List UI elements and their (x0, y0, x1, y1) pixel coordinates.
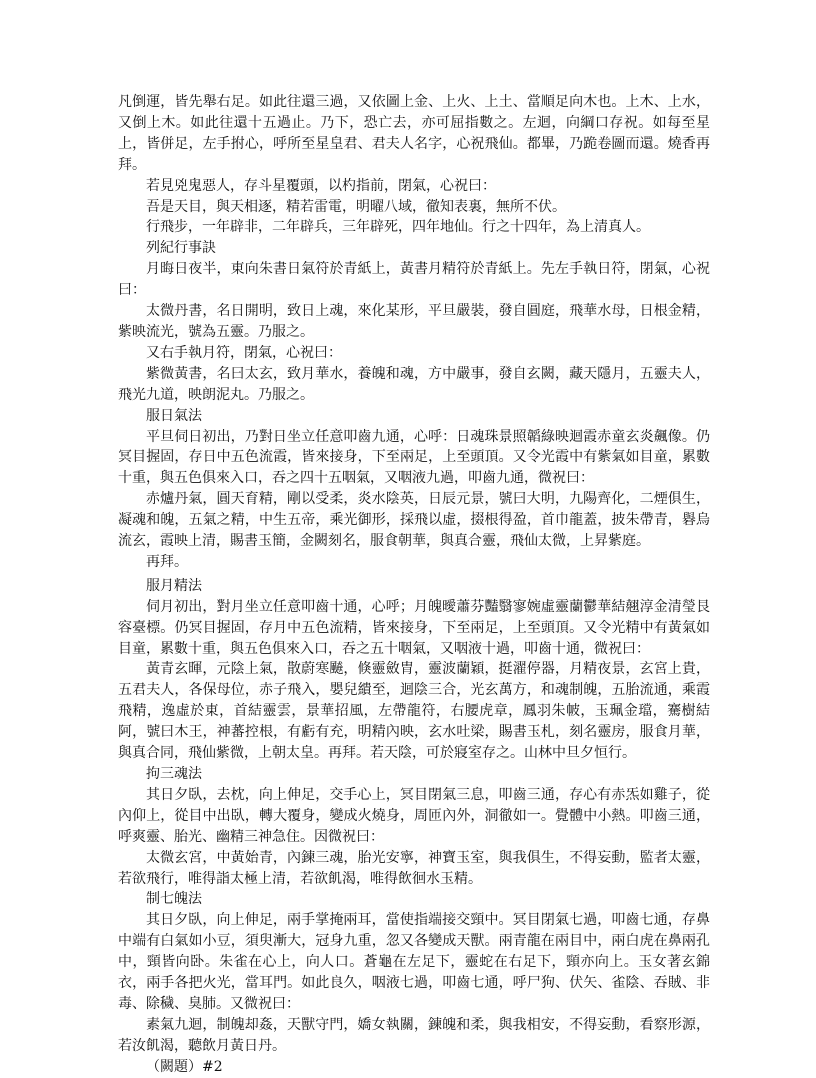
paragraph-three-hun-method: 其日夕臥，去枕，向上伸足，交手心上，冥目閉氣三息，叩齒三通，存心有赤炁如雞子，從內仰上，從目中出臥，轉大覆身，變成火燒身，周匝內外，洞徹如一。覺體中小熱。叩齒三通，呼爽靈、胎光、幽精三神急住。因微祝曰： (118, 786, 710, 845)
section-heading-seven-po: 制七魄法 (146, 891, 202, 908)
section-heading-moon-essence: 服月精法 (146, 577, 202, 594)
paragraph-incantation-heavenly-eye: 吾是天目，與天相逐，精若雷電，明曜八域，徹知表裏，無所不伏。 (146, 198, 566, 215)
document-body (118, 92, 710, 1078)
paragraph-bow-twice: 再拜。 (146, 553, 188, 570)
paragraph-flying-steps-text: 凡倒運，皆先舉右足。如此往還三過，又依圖上金、上火、上土、當順足向木也。上木、上水，又倒上木。如此往還十五過止。乃下，恐亡去，亦可屈指數之。左迴，向綱口存祝。如每至星上，皆併足，左手拊心，呼所至星皇君、君夫人名字，心祝飛仙。都畢，乃跪卷圖而還。燒香再拜。 (118, 94, 710, 173)
paragraph-seven-po-method: 其日夕臥，向上伸足，兩手掌掩兩耳，當使指端接交頸中。冥目閉氣七過，叩齒七通，存鼻中端有白氣如小豆，須臾漸大，冠身九重，忽又各變成天獸。兩青龍在兩目中，兩白虎在鼻兩孔中，頸皆向卧。朱雀在心上，向人口。蒼龜在左足下，靈蛇在右足下，頸亦向上。玉女著玄錦衣，兩手各把火光，當耳門。如此良久，咽液七過，叩齒七通，呼尸狗、伏矢、雀陰、吞賊、非毒、除穢、臭肺。又微祝曰： (118, 912, 710, 1012)
paragraph-sun-moon-talismans: 月晦日夜半，東向朱書日氣符於青紙上，黃書月精符於青紙上。先左手執日符，閉氣，心祝曰： (118, 261, 710, 299)
paragraph-evil-men-instruction: 若見兇鬼惡人，存斗星覆頭，以杓指前，閉氣，心祝曰： (146, 177, 496, 194)
paragraph-seven-po-incantation: 素氣九迴，制魄却姦，天獸守門，嬌女執關，鍊魄和柔，與我相安，不得妄動，看察形源，若汝飢渴，聽飲月黃日丹。 (118, 1016, 710, 1054)
paragraph-sun-qi-incantation: 赤爐丹氣，圓天育精，剛以受柔，炎水陰英，日辰元景，號曰大明，九陽齊化，二煙俱生，凝魂和魄，五氣之精，中生五帝，乘光御形，採飛以虛，掇根得盈，首巾龍蓋，披朱帶青，礜烏流玄，霞映上清，賜書玉簡，金闕刻名，服食朝華，與真合靈，飛仙太微，上昇紫庭。 (118, 491, 710, 550)
paragraph-sun-qi-method: 平旦伺日初出，乃對日坐立任意叩齒九通，心呼：日魂珠景照韜綠映迴霞赤童玄炎飆像。仍冥目握固，存日中五色流霞，皆來接身，下至兩足，上至頭頂。又令光霞中有紫氣如目童，累數十重，與五色俱來入口，吞之四十五咽氣，又咽液九過，叩齒九通，微祝曰： (118, 428, 710, 487)
missing-title-note: （闕題）#2 (146, 1058, 223, 1075)
paragraph-flying-step-benefits: 行飛步，一年辟非，二年辟兵，三年辟死，四年地仙。行之十四年，為上清真人。 (146, 219, 650, 236)
paragraph-taiwei-incantation: 太微丹書，名日開明，致日上魂，來化某形，平旦嚴裝，發自圓庭，飛華水母，日根金精，紫映流光，號為五靈。乃服之。 (118, 303, 710, 340)
section-heading-three-hun: 拘三魂法 (146, 766, 202, 782)
paragraph-moon-essence-incantation: 黃青玄暉，元陰上氣，散蔚寒飇，倏靈斂胄，靈波蘭穎，挺濯停器，月精夜景，玄宮上貴，五君夫人，各保母位，赤子飛入，嬰兒繢至，迴陰三合，光玄萬方，和魂制魄，五胎流通，乘霞飛精，逸虛於東，首結靈雲，景華招風，左帶龍符，右腰虎章，鳳羽朱帔，玉珮金璫，騫樹結阿，號曰木王，神蕃控根，有虧有充，明精內映，玄水吐梁，賜書玉札，刻名靈房，服食月華，與真合同，飛仙紫微，上朝太皇。再拜。若天陰，可於寢室存之。山林中旦夕恒行。 (118, 661, 710, 762)
paragraph-ziwei-incantation: 紫微黃書，名曰太玄，致月華水，養魄和魂，方中嚴事，發自玄闕，藏天隱月，五靈夫人，飛光九道，映朗泥丸。乃服之。 (118, 365, 710, 403)
section-heading-liejixingshi: 列紀行事訣 (146, 240, 216, 257)
section-heading-sun-qi: 服日氣法 (146, 407, 202, 424)
paragraph-moon-essence-method: 伺月初出，對月坐立任意叩齒十通，心呼；月魄曖蕭芬豔翳寥婉虛靈蘭鬱華結翹淳金清瑩艮容臺標。仍冥目握固，存月中五色流精，皆來接身，下至兩足，上至頭頂。又令光精中有黃氣如目童，累數十重，與五色俱來入口，吞之五十咽氣，又咽液十過，叩齒十通，微祝曰： (118, 598, 710, 657)
paragraph-moon-talisman-instruction: 又右手執月符，閉氣，心祝曰： (146, 344, 342, 361)
paragraph-three-hun-incantation: 太微玄宮，中黃始青，內鍊三魂，胎光安寧，神寶玉室，與我俱生，不得妄動，監者太靈，若欲飛行，唯得詣太極上清，若欲飢渴，唯得飲徊水玉精。 (118, 849, 710, 887)
